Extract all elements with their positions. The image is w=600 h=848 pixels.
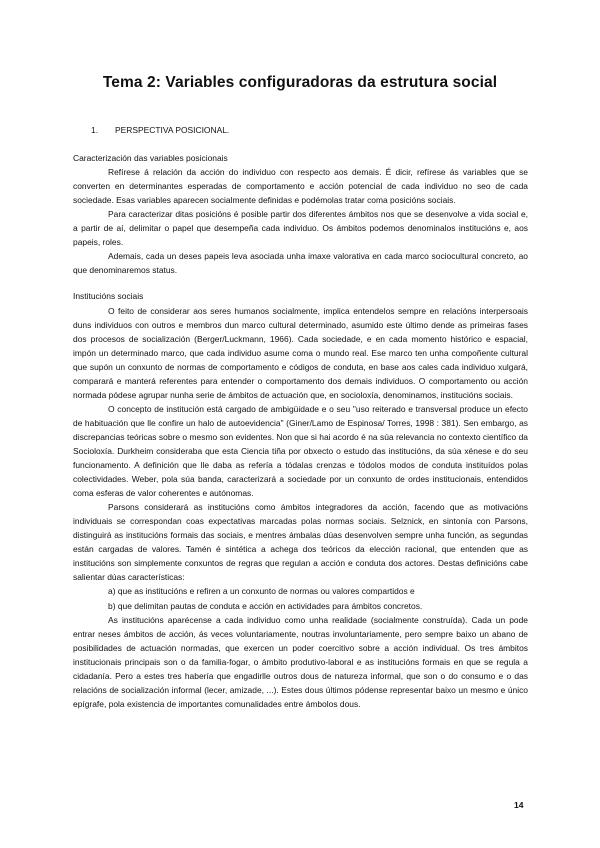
paragraph: Para caracterizar ditas posicións é posible partir dos diferentes ámbitos nos que se desenvolve a vida social e, a partir de aí, delimitar o papel que desempeña cada individuo. Os ámbitos podemos denominalos institucións e, aos papeis, roles. xyxy=(73,209,528,248)
page-number: 14 xyxy=(514,800,524,810)
list-item: a) que as institucións e refiren a un conxunto de normas ou valores compartidos e xyxy=(108,586,415,597)
document-body xyxy=(73,123,528,711)
list-item: b) que delimitan pautas de conduta e acción en actividades para ámbitos concretos. xyxy=(108,600,423,611)
paragraph: Refírese á relación da acción do individuo con respecto aos demais. É dicir, refírese ás variables que se converten en determinantes esperadas de comportamento e acción potencial de cada individuo no seo de cada sociedade. Esas variables aparecen socialmente definidas e podémolas tratar coma posicións sociais. xyxy=(73,167,528,206)
characteristics-list xyxy=(73,584,528,612)
page-title: Tema 2: Variables configuradoras da estrutura social xyxy=(102,74,498,91)
paragraph: As institucións aparécense a cada individuo como unha realidade (socialmente construída). Cada un pode entrar neses ámbitos de acción, ás veces voluntariamente, noutras involuntariamente, pero sempre baixo un abano de posibilidades de actuación normadas, que exercen un poder coercitivo sobre a acción individual. Os tres ámbitos institucionais principais son o da familia-fogar, o ámbito produtivo-laboral e as institucións formais en que se regula a cidadanía. Pero a estes tres habería que engadirlle outros dous de natureza informal, que son o do consumo e o das relacións de socialización informal (lecer, amizade, ...). Estes dous últimos pódense representar baixo un mesmo e único epígrafe, pola existencia de importantes comunalidades entre ámbolos dous. xyxy=(73,614,528,709)
section-heading xyxy=(73,123,528,137)
section-number: 1. xyxy=(91,125,99,135)
paragraph: O feito de considerar aos seres humanos socialmente, implica entendelos sempre en relacións interpersoais duns individuos con outros e membros dun marco cultural determinado, asumido este último dende as primeiras fases dos procesos de socialización (Berger/Luckmann, 1966). Cada sociedade, e en cada momento histórico e espacial, impón un determinado marco, que cada individuo asume coma o mundo real. Ese marco ten unha compoñente cultural que supón un conxunto de normas de comportamento e códigos de conduta, en base aos cales cada individuo xulgará, comparará e manterá referentes para entender o comportamento dos demais individuos. O comportamento ou acción normada pódese agrupar nunha serie de ámbitos de actuación que, en socioloxía, denominamos, institucións sociais. xyxy=(73,305,528,400)
section-label: PERSPECTIVA POSICIONAL. xyxy=(115,125,230,135)
paragraph: Parsons considerará as institucións como ámbitos integradores da acción, facendo que as motivacións individuais se correspondan coas expectativas marcadas polas normas sociais. Selznick, en sintonía con Parsons, distinguirá as institucións formais das sociais, e mentres ámbalas dúas desenvolven sempre unha función, as segundas están cargadas de valores. Tamén é sintética a achega dos teóricos da elección racional, que entenden que as institucións son simplemente conxuntos de regras que regulan a acción e conduta dos actores. Destas definicións cabe salientar dúas características: xyxy=(73,502,528,583)
subheading-institucions: Institucións sociais xyxy=(73,291,144,302)
subheading-caracterizacion: Caracterización das variables posicionais xyxy=(73,153,228,164)
paragraph: Ademais, cada un deses papeis leva asociada unha imaxe valorativa en cada marco sociocultural concreto, ao que denominaremos status. xyxy=(73,251,528,276)
paragraph: O concepto de institución está cargado de ambigüidade e o seu "uso reiterado e transversal produce un efecto de habituación que lle confire un halo de autoevidencia" (Giner/Lamo de Espinosa/ Torres, 1998 : 381). Sen embargo, as discrepancias teóricas sobre o mesmo son evidentes. Non que si hai acordo é na súa relevancia no contexto científico da Socioloxía. Durkheim consideraba que esta Ciencia tiña por obxecto o estudo das institucións, da súa xénese e do seu funcionamento. A definición que lle daba as refería a tódalas crenzas e tódolos modos de conduta instituídos polas colectividades. Weber, pola súa banda, caracterizará a sociedade por un conxunto de ordes institucionais, entendidos coma esferas de valor coherentes e autónomas. xyxy=(73,403,528,499)
